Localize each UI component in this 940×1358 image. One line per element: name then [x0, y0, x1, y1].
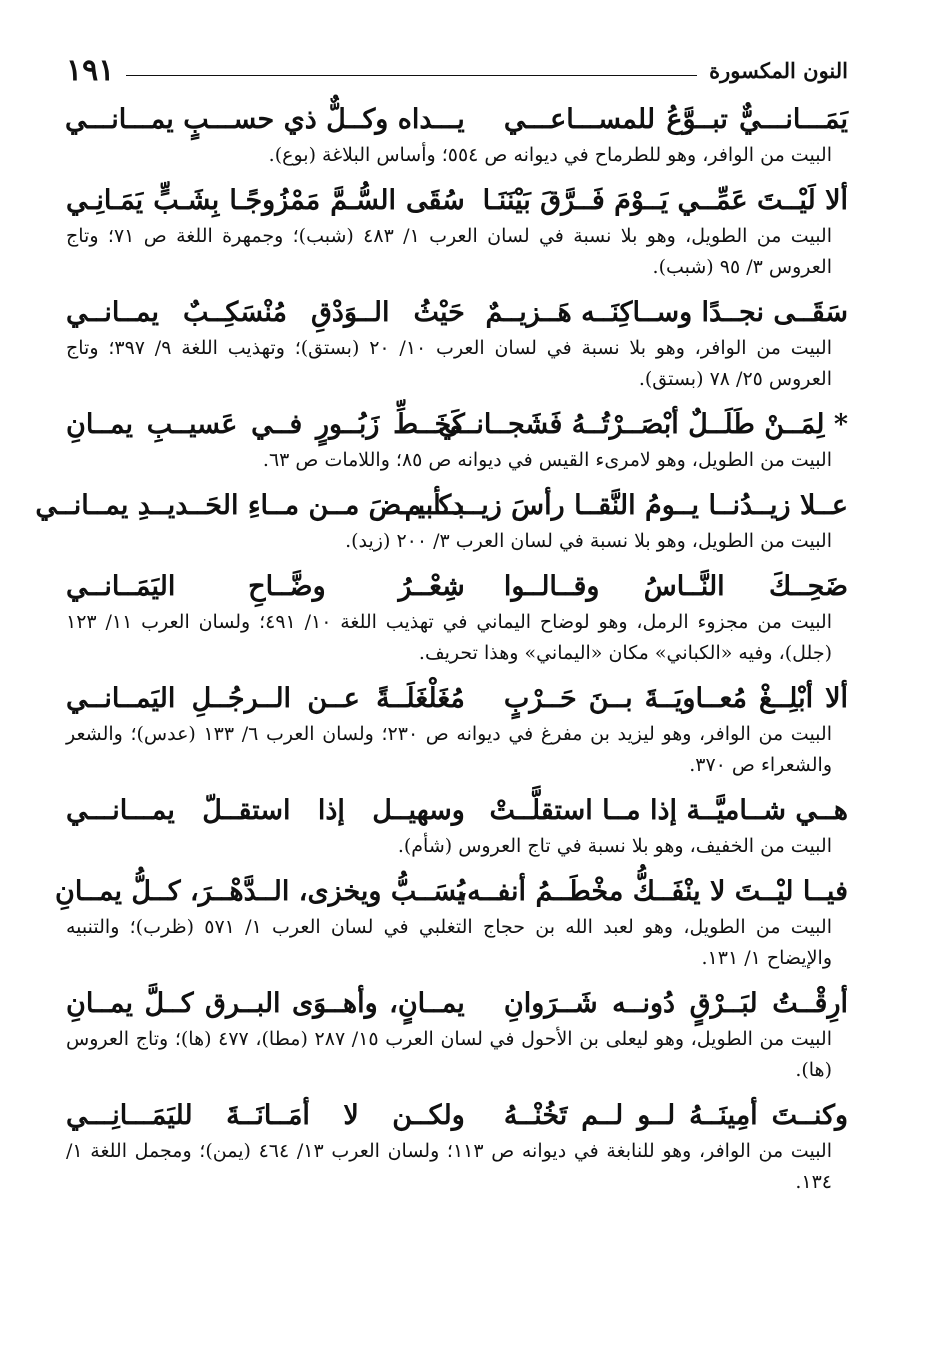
verse-note: البيت من الوافر، وهو للنابغة في ديوانه ص ١١٣؛ ولسان العرب ١٣/ ٤٦٤ (يمن)؛ ومجمل اللغة ١/ ١٣٤. [66, 1140, 832, 1193]
verse-entry [66, 679, 848, 781]
verse-line [66, 984, 848, 1024]
second-hemistich: يـــداه وكــلٌّ ذي حســـبٍ يمـــانـــي [64, 104, 465, 135]
verse-note: البيت من الوافر، وهو بلا نسبة في لسان العرب ١٠/ ٢٠ (بستق)؛ وتهذيب اللغة ٩/ ٣٩٧؛ وتاج العروس ٢٥/ ٧٨ (بستق). [66, 337, 832, 390]
second-hemistich: شِعْــرُ وضَّــاحِ اليَمَــانــي [66, 571, 465, 602]
verse-note: البيت من الوافر، وهو للطرماح في ديوانه ص ٥٥٤؛ وأساس البلاغة (بوع). [268, 144, 832, 166]
verse-line [66, 100, 848, 140]
verse-line [35, 486, 848, 526]
second-hemistich: وسهيــل إذا استقــلّ يمـــانـــي [66, 795, 465, 826]
first-hemistich: ضَحِــكَ النَّــاسُ وقــالــوا [503, 571, 848, 602]
verse-entry [66, 791, 848, 862]
verse-line [66, 679, 848, 719]
first-hemistich: فيــا ليْــتَ لا ينْفَــكُّ مخْطَــمُ أنفــه، [458, 876, 848, 907]
second-hemistich: كَخَــطِّ زَبُــورٍ فــي عَسيــبِ يمــانِ [66, 409, 465, 440]
second-hemistich: ولكــن لا أمَــانَــةَ لليَمَـــانِـــي [66, 1100, 465, 1131]
verse-note: البيت من الوافر، وهو ليزيد بن مفرغ في ديوانه ص ٢٣٠؛ ولسان العرب ٦/ ١٣٣ (عدس)؛ والشعر والشعراء ص ٣٧٠. [66, 723, 832, 776]
first-hemistich: أرِقْــتُ لبَــرْقٍ دُونــه شَــرَوانِ [503, 988, 848, 1019]
verse-line [66, 1096, 848, 1136]
verse-entries [35, 100, 848, 1208]
first-hemistich: ألا لَيْــتَ عَمِّــي يَــوْمَ فَــرَّقَ بَيْنَنَـا [482, 185, 848, 216]
first-hemistich: عــلا زيــدُنــا يــومُ النَّقــا رأسَ زيــدكــم [404, 490, 848, 521]
verse-note: البيت من الطويل، وهو لعبد الله بن حجاج التغلبي في لسان العرب ١/ ٥٧١ (ظرب)؛ والتنبيه والإيضاح ١/ ١٣١. [66, 916, 832, 969]
second-hemistich: حَيْثُ الــوَدْقِ مُنْسَكِــبٌ يمــانــي [66, 297, 465, 328]
verse-line [55, 872, 848, 912]
verse-note: البيت من الطويل، وهو بلا نسبة في لسان العرب ٣/ ٢٠٠ (زيد). [345, 530, 832, 552]
verse-note: البيت من مجزوء الرمل، وهو لوضاح اليماني في تهذيب اللغة ١٠/ ٤٩١؛ ولسان العرب ١١/ ١٢٣ (جلل)، وفيه «الكباني» مكان «اليماني» وهذا تحريف. [66, 611, 832, 664]
first-hemistich: يَمَـــانـــيٌّ تبــوَّعُ للمســـاعـــي [503, 104, 848, 135]
verse-entry [66, 1096, 848, 1198]
second-hemistich: بــأبيــضَ مــن مــاءِ الحَــديــدِ يمــانــي [35, 490, 465, 521]
verse-line [66, 293, 848, 333]
verse-note: البيت من الطويل، وهو ليعلى بن الأحول في لسان العرب ١٥/ ٢٨٧ (مطا)، ٤٧٧ (ها)؛ وتاج العروس (ها). [66, 1028, 832, 1081]
first-hemistich: سَقَــى نجــدًا وســاكِنَــه هَــزيــمٌ [485, 297, 848, 328]
verse-line [66, 791, 848, 831]
verse-entry [66, 181, 848, 283]
second-hemistich: مُغَلْغَلَــةً عــن الــرجُــلِ اليَمــانــي [66, 683, 465, 714]
first-hemistich: وكنــتَ أمِينَــهُ لــو لــم تَخُنْــهُ [503, 1100, 848, 1131]
verse-entry [66, 293, 848, 395]
verse-entry [55, 872, 848, 974]
second-hemistich: سُقَى السُّـمَّ مَمْزُوجًـا بِشَـبٍّ يَمَـانِـي [66, 185, 465, 216]
verse-note: البيت من الطويل، وهو بلا نسبة في لسان العرب ١/ ٤٨٣ (شبب)؛ وجمهرة اللغة ص ٧١؛ وتاج العروس ٣/ ٩٥ (شبب). [66, 225, 832, 278]
verse-line [66, 567, 848, 607]
first-hemistich: هــي شــاميَّــة إذا مــا استقلَّــتْ [489, 795, 848, 826]
verse-entry [66, 405, 848, 476]
running-header [66, 50, 848, 90]
first-hemistich: ألا أبْلِــغْ مُعــاويَــةَ بــنَ حَــرْبٍ [503, 683, 848, 714]
verse-entry [35, 486, 848, 557]
verse-entry [66, 567, 848, 669]
page-number: ١٩١ [66, 52, 115, 88]
verse-note: البيت من الخفيف، وهو بلا نسبة في تاج العروس (شأم). [397, 835, 832, 857]
verse-line [66, 181, 848, 221]
header-rule [126, 75, 697, 76]
second-hemistich: يُسَــبُّ ويخزى، الــدَّهْــرَ، كــلُّ يمــانِ [55, 876, 465, 907]
verse-entry [66, 100, 848, 171]
chapter-title: النون المكسورة [709, 57, 848, 83]
verse-entry [66, 984, 848, 1086]
second-hemistich: يمــانٍ، وأهــوَى البــرق كــلَّ يمــانِ [66, 988, 465, 1019]
verse-line [66, 405, 848, 445]
first-hemistich: * لِمَــنْ طَلَــلٌ أبْصَــرْتُــهُ فَشَجــانــي [438, 409, 848, 440]
verse-note: البيت من الطويل، وهو لامرىء القيس في ديوانه ص ٨٥؛ واللامات ص ٦٣. [262, 449, 832, 471]
